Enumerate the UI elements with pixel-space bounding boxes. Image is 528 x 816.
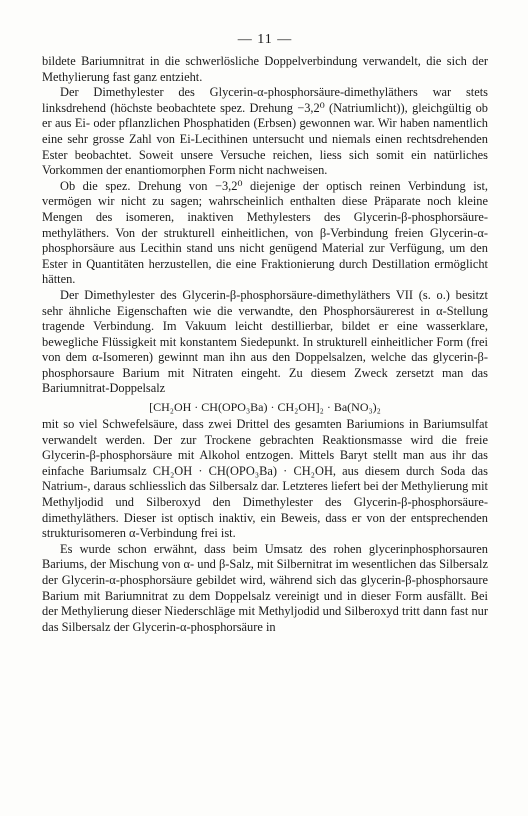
- chemical-formula: [CH₂OH · CH(OPO₃Ba) · CH₂OH]₂ · Ba(NO₃)₂: [149, 400, 381, 415]
- page-number: — 11 —: [237, 32, 293, 47]
- paragraph-0: bildete Bariumnitrat in die schwerlösliche Doppelverbindung verwandelt, die sich der Methylierung fast ganz entzieht.: [42, 54, 488, 84]
- paragraph-4: mit so viel Schwefelsäure, dass zwei Drittel des gesamten Bariumions in Bariumsulfat verwandelt werden. Der zur Trockene gebrachten Reaktionsmasse wird die freie Glycerin-β-phosphorsäure mit Alkohol entzogen. Mittels Baryt stellt man aus ihr das einfache Bariumsalz CH₂OH · CH(OPO₃Ba) · CH₂OH, aus diesem durch Soda das Natrium-, daraus schliesslich das Silbersalz dar. Letzteres liefert bei der Methylierung mit Methyljodid und Silberoxyd den Dimethylester des Glycerin-β-phosphorsäure-dimethyläthers. Dieser ist optisch inaktiv, ein Beweis, dass er von der entsprechenden strukturisomeren α-Verbindung frei ist.: [42, 417, 488, 541]
- paragraph-2: Ob die spez. Drehung von −3,2⁰ diejenige der optisch reinen Verbindung ist, vermögen wir nicht zu sagen; wahrscheinlich enthalten diese Präparate noch kleine Mengen des isomeren, inaktiven Methylesters des Glycerin-β-phosphorsäure-methyläthers. Von der strukturell einheitlichen, von β-Verbindung freien Glycerin-α-phosphorsäure aus Lecithin stand uns nicht genügend Material zur Verfügung, um den Ester in Quantitäten herzustellen, die eine Fraktionierung durch Destillation ermöglicht hätten.: [42, 178, 488, 287]
- paragraph-1: Der Dimethylester des Glycerin-α-phosphorsäure-dimethyläthers war stets linksdrehend (höchste beobachtete spez. Drehung −3,2⁰ (Natriumlicht)), gleichgültig ob er aus Ei- oder pflanzlichen Phosphatiden (Erbsen) gewonnen war. Wir haben namentlich eine sehr grosse Zahl von Ei-Lecithinen untersucht und niemals einen rechtsdrehenden Ester beobachtet. Soweit unsere Versuche reichen, liess sich somit ein natürliches Vorkommen der enantiomorphen Form nicht nachweisen.: [42, 85, 488, 178]
- paragraph-5: Es wurde schon erwähnt, dass beim Umsatz des rohen glycerinphosphorsauren Bariums, der Mischung von α- und β-Salz, mit Silbernitrat im wesentlichen das Silbersalz der Glycerin-α-phosphorsäure gebildet wird, während sich das glycerin-β-phosphorsaure Barium mit Bariumnitrat zu dem Doppelsalz vereinigt und in dieser Form ausfällt. Bei der Methylierung dieser Niederschläge mit Methyljodid und Silberoxyd tritt dann fast nur das Silbersalz der Glycerin-α-phosphorsäure in: [42, 541, 488, 634]
- paragraph-3: Der Dimethylester des Glycerin-β-phosphorsäure-dimethyläthers VII (s. o.) besitzt sehr ähnliche Eigenschaften wie die verwandte, den Phosphorsäurerest in α-Stellung tragende Verbindung. Im Vakuum leicht destillierbar, bildet er eine wasserklare, bewegliche Flüssigkeit mit konstantem Siedepunkt. In strukturell einheitlicher Form (frei von dem α-Isomeren) gewinnt man ihn aus den Doppelsalzen, welche das glycerin-β-phosphorsaure Barium mit Nitraten eingeht. Zu diesem Zweck zersetzt man das Bariumnitrat-Doppelsalz: [42, 287, 488, 396]
